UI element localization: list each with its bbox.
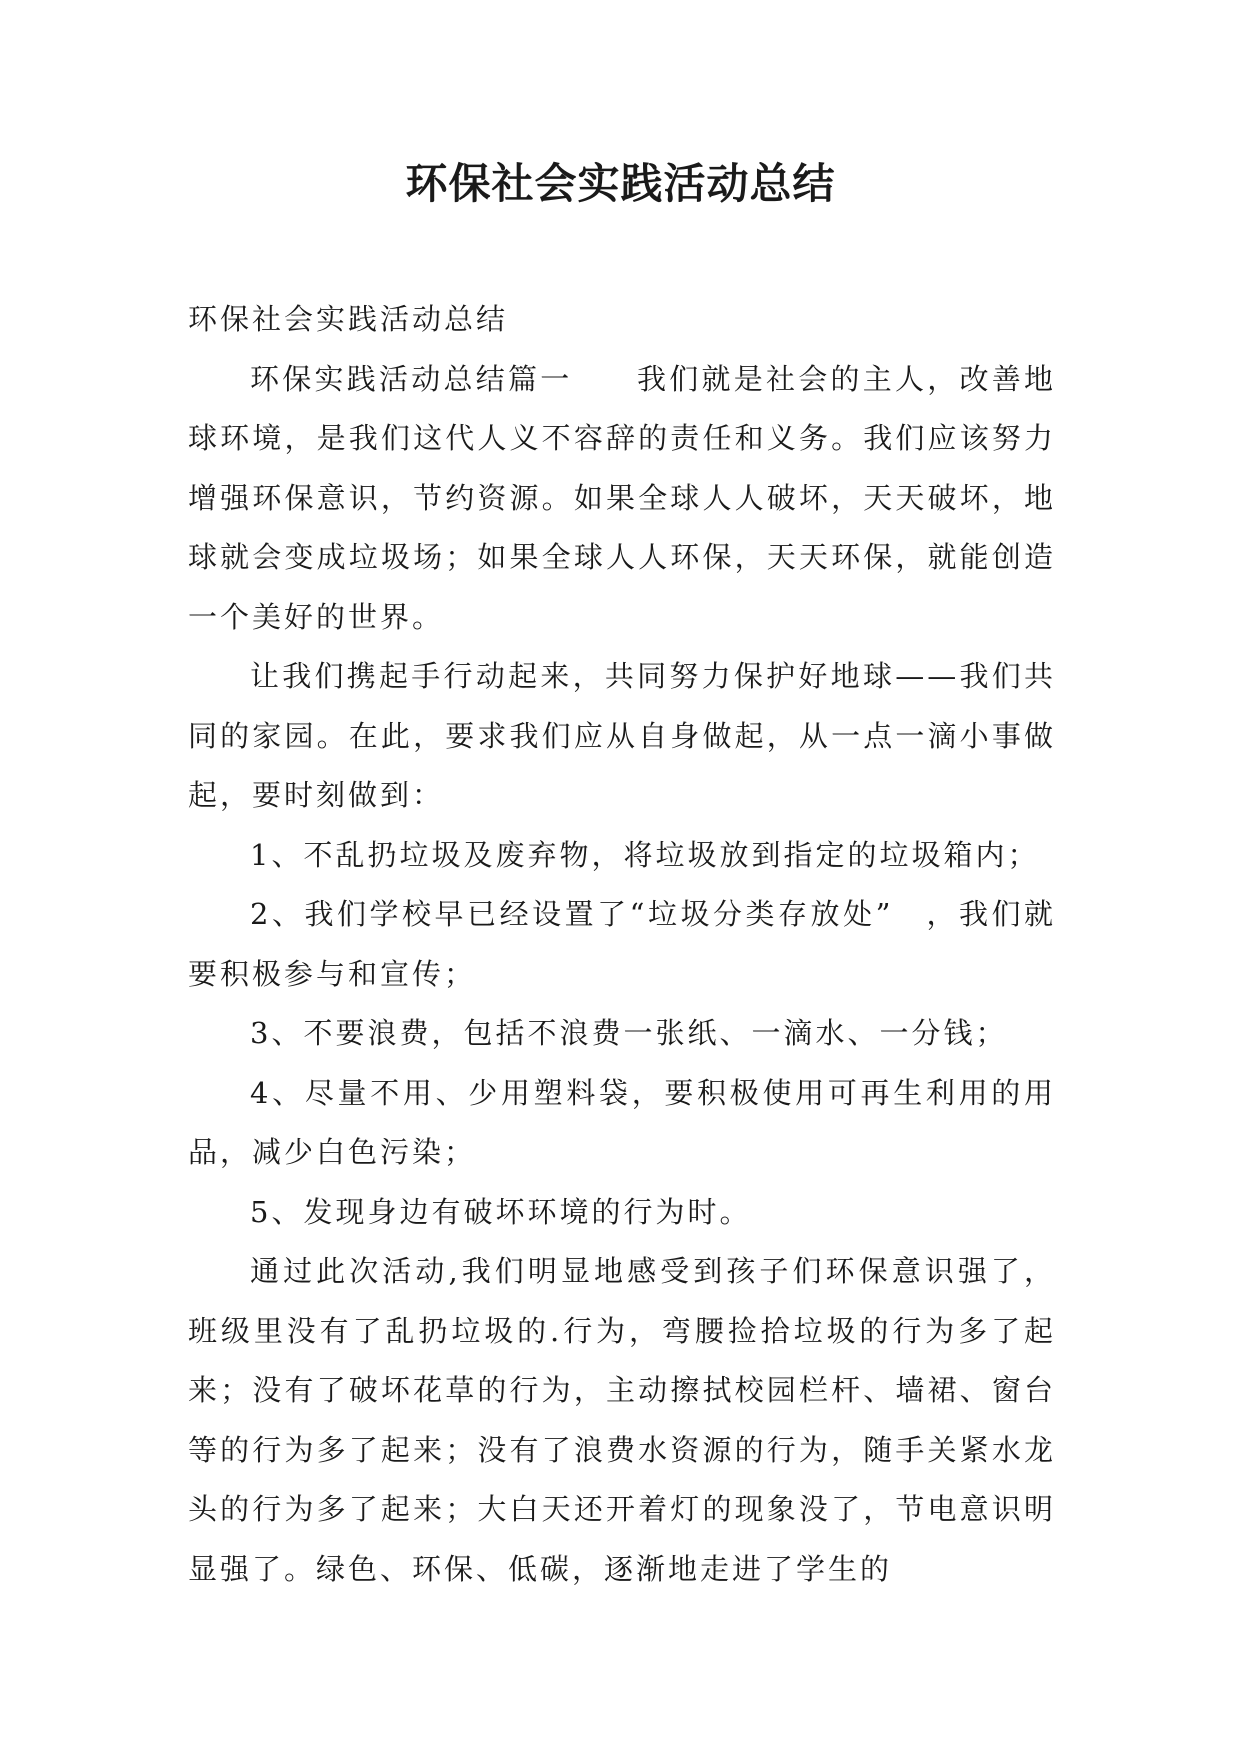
document-title: 环保社会实践活动总结 (405, 159, 836, 208)
document-body (188, 290, 1056, 1599)
list-item-3: 3、不要浪费，包括不浪费一张纸、一滴水、一分钱； (250, 1016, 1008, 1050)
subtitle-paragraph: 环保社会实践活动总结 (188, 302, 509, 336)
call-to-action-paragraph: 让我们携起手行动起来，共同努力保护好地球——我们共同的家园。在此，要求我们应从自身做起，从一点一滴小事做起，要时刻做到： (188, 659, 1056, 812)
list-item-2: 2、我们学校早已经设置了“垃圾分类存放处” ，我们就要积极参与和宣传； (188, 897, 1056, 991)
results-paragraph: 通过此次活动,我们明显地感受到孩子们环保意识强了，班级里没有了乱扔垃圾的.行为，弯腰捡拾垃圾的行为多了起来；没有了破坏花草的行为，主动擦拭校园栏杆、墙裙、窗台等的行为多了起来；没有了浪费水资源的行为，随手关紧水龙头的行为多了起来；大白天还开着灯的现象没了，节电意识明显强了。绿色、环保、低碳，逐渐地走进了学生的 (188, 1254, 1056, 1586)
list-item-5: 5、发现身边有破坏环境的行为时。 (250, 1194, 752, 1229)
intro-paragraph: 环保实践活动总结篇一 我们就是社会的主人，改善地球环境，是我们这代人义不容辞的责任和义务。我们应该努力增强环保意识，节约资源。如果全球人人破坏，天天破坏，地球就会变成垃圾场；如果全球人人环保，天天环保，就能创造一个美好的世界。 (188, 361, 1056, 634)
list-item-4: 4、尽量不用、少用塑料袋，要积极使用可再生利用的用品，减少白色污染； (188, 1075, 1056, 1169)
list-item-1: 1、不乱扔垃圾及废弃物，将垃圾放到指定的垃圾箱内； (250, 837, 1040, 872)
